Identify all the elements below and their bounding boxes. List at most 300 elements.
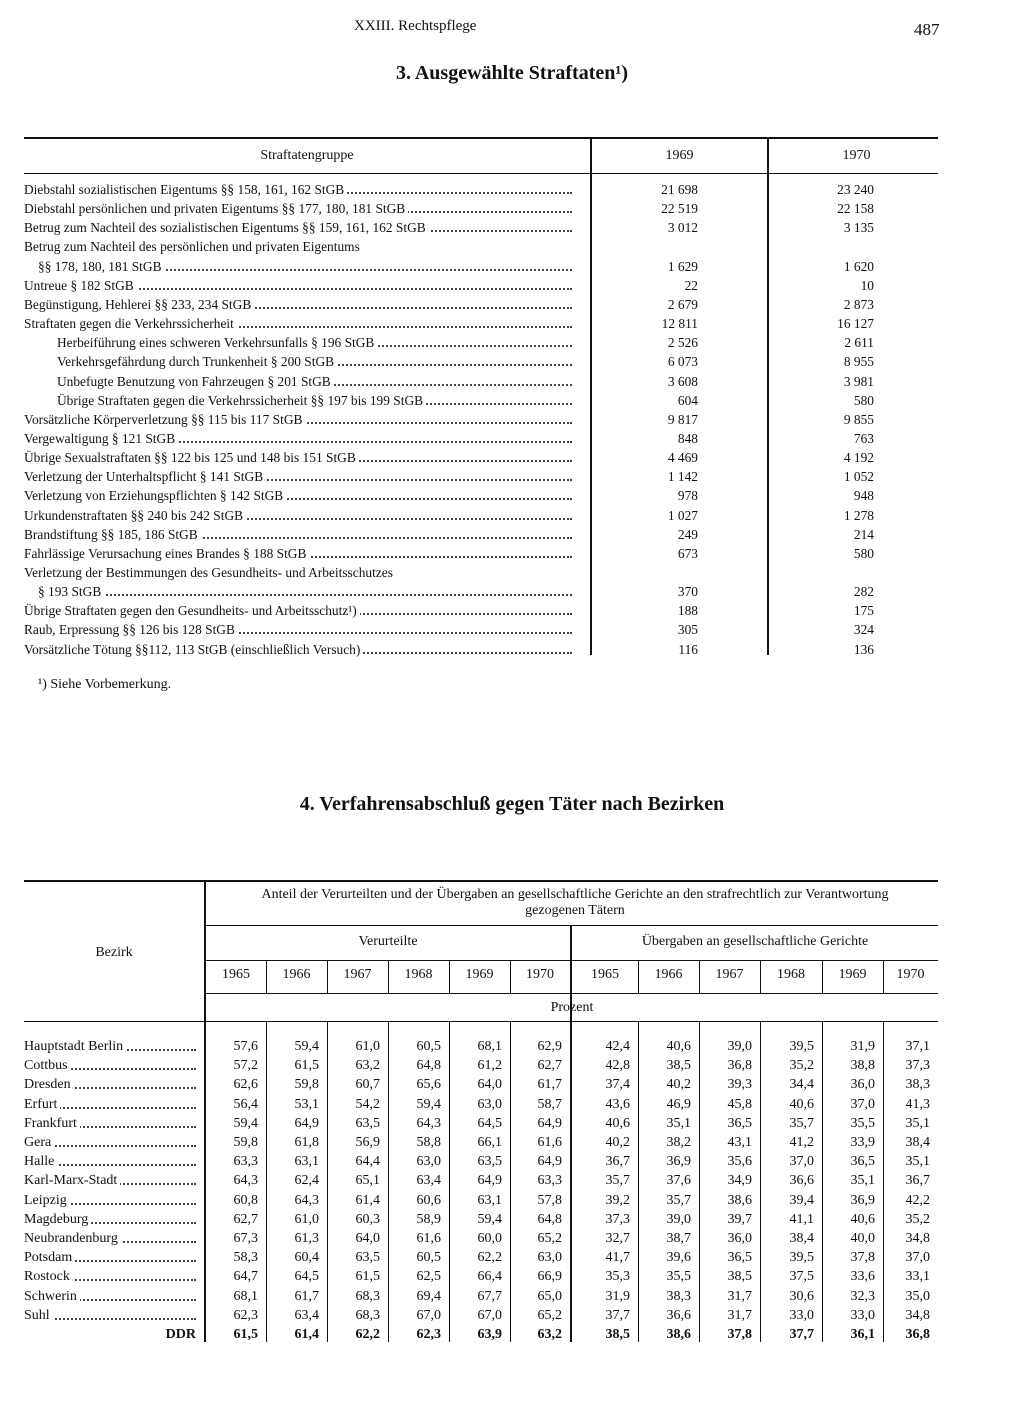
percent-cell: 38,5 — [727, 1269, 752, 1285]
value-1970: 324 — [853, 622, 874, 638]
percent-cell: 56,9 — [355, 1135, 380, 1150]
table2-title: 4. Verfahrensabschluß gegen Täter nach Bezirken — [299, 793, 725, 815]
offense-label — [24, 218, 572, 237]
value-1970: 214 — [853, 526, 874, 542]
table2-rule-4 — [206, 993, 938, 994]
percent-cell: 46,9 — [666, 1096, 691, 1112]
table1-row — [0, 506, 1024, 525]
percent-cell: 43,1 — [727, 1135, 752, 1150]
percent-cell: 61,4 — [355, 1192, 380, 1208]
bezirk-label — [24, 1325, 196, 1344]
percent-cell: 62,3 — [416, 1327, 441, 1342]
percent-cell: 64,7 — [233, 1269, 258, 1285]
percent-cell: 63,1 — [477, 1192, 502, 1208]
bezirk-label — [24, 1229, 196, 1248]
table1-row — [0, 486, 1024, 505]
percent-cell: 64,5 — [294, 1269, 319, 1285]
percent-cell: 35,2 — [789, 1058, 814, 1074]
percent-cell: 36,5 — [727, 1115, 752, 1131]
percent-cell: 64,0 — [477, 1077, 502, 1093]
offense-label — [24, 237, 572, 256]
value-1970: 3 135 — [843, 220, 874, 236]
value-1969: 305 — [677, 622, 698, 638]
value-1970: 763 — [853, 430, 874, 446]
percent-cell: 63,5 — [355, 1115, 380, 1131]
value-1969: 604 — [677, 392, 698, 408]
value-1969: 2 679 — [667, 296, 698, 312]
percent-cell: 38,4 — [905, 1135, 930, 1150]
bezirk-name: Schwerin — [24, 1289, 80, 1304]
offense-label — [24, 486, 572, 505]
percent-cell: 66,1 — [477, 1135, 502, 1150]
percent-cell: 67,7 — [477, 1288, 502, 1304]
table1-row — [0, 525, 1024, 544]
table2-row — [0, 1248, 1024, 1267]
bezirk-name: Gera — [24, 1135, 54, 1150]
bezirk-name: Frankfurt — [24, 1116, 80, 1131]
page-number: 487 — [914, 20, 940, 39]
percent-cell: 63,0 — [537, 1250, 562, 1266]
percent-cell: 31,7 — [727, 1288, 752, 1304]
value-1969: 188 — [677, 603, 698, 619]
percent-cell: 38,5 — [605, 1327, 630, 1342]
percent-cell: 65,0 — [537, 1288, 562, 1304]
offense-label — [57, 333, 572, 352]
value-1969: 6 073 — [667, 354, 698, 370]
table2-row — [0, 1267, 1024, 1286]
value-1970: 4 192 — [843, 450, 874, 466]
percent-cell: 42,4 — [605, 1039, 630, 1054]
percent-cell: 39,5 — [789, 1250, 814, 1266]
offense-label — [24, 180, 572, 199]
value-1970: 175 — [853, 603, 874, 619]
percent-cell: 36,6 — [789, 1173, 814, 1189]
percent-cell: 32,3 — [850, 1288, 875, 1304]
percent-cell: 63,4 — [294, 1307, 319, 1323]
bezirk-label — [24, 1210, 196, 1229]
offense-label-text: Vorsätzliche Körperverletzung §§ 115 bis 117 StGB — [24, 412, 305, 427]
value-1969: 1 027 — [667, 507, 698, 523]
percent-cell: 58,8 — [416, 1135, 441, 1150]
percent-cell: 38,3 — [905, 1077, 930, 1093]
col-header-1969: 1969 — [665, 148, 694, 163]
table2-row — [0, 1152, 1024, 1171]
percent-cell: 57,8 — [537, 1192, 562, 1208]
percent-cell: 35,0 — [905, 1288, 930, 1304]
value-1969: 3 608 — [667, 373, 698, 389]
percent-cell: 32,7 — [605, 1231, 630, 1246]
offense-label-text: Begünstigung, Hehlerei §§ 233, 234 StGB — [24, 297, 254, 312]
percent-cell: 64,0 — [355, 1231, 380, 1246]
percent-cell: 61,5 — [355, 1269, 380, 1285]
percent-cell: 60,8 — [233, 1192, 258, 1208]
offense-label-text: Urkundenstraftaten §§ 240 bis 242 StGB — [24, 508, 246, 523]
value-1970: 10 — [860, 277, 874, 293]
offense-label — [24, 601, 572, 620]
percent-cell: 61,7 — [294, 1288, 319, 1304]
bezirk-label — [24, 1287, 196, 1306]
percent-cell: 36,1 — [850, 1327, 875, 1342]
percent-cell: 41,2 — [789, 1135, 814, 1150]
percent-cell: 64,9 — [294, 1115, 319, 1131]
bezirk-label — [24, 1248, 196, 1267]
percent-cell: 39,0 — [727, 1039, 752, 1054]
year-header: 1966 — [282, 967, 311, 982]
bezirk-label — [24, 1056, 196, 1075]
offense-label-text: Fahrlässige Verursachung eines Brandes § 188 StGB — [24, 546, 309, 561]
table1-row — [0, 333, 1024, 352]
percent-cell: 63,0 — [477, 1096, 502, 1112]
offense-label — [24, 429, 572, 448]
table1-head-rule — [24, 173, 938, 174]
value-1970: 9 855 — [843, 411, 874, 427]
bezirk-label — [24, 1037, 196, 1056]
percent-cell: 63,3 — [233, 1154, 258, 1170]
year-header: 1968 — [777, 967, 805, 982]
percent-cell: 41,7 — [605, 1250, 630, 1266]
percent-cell: 68,3 — [355, 1288, 380, 1304]
percent-cell: 33,9 — [850, 1135, 875, 1150]
col-header-1970: 1970 — [842, 148, 871, 163]
percent-cell: 59,4 — [477, 1211, 502, 1227]
table1-row — [0, 429, 1024, 448]
percent-cell: 63,3 — [537, 1173, 562, 1189]
offense-label-text: Übrige Straftaten gegen die Verkehrssicherheit §§ 197 bis 199 StGB — [57, 393, 426, 408]
offense-label — [38, 582, 572, 601]
table1-row — [0, 640, 1024, 659]
value-1969: 116 — [678, 641, 698, 657]
offense-label — [57, 391, 572, 410]
offense-label-text: Unbefugte Benutzung von Fahrzeugen § 201 StGB — [57, 374, 334, 389]
percent-cell: 37,7 — [789, 1327, 814, 1342]
table1-row — [0, 391, 1024, 410]
percent-cell: 68,1 — [233, 1288, 258, 1304]
percent-cell: 66,4 — [477, 1269, 502, 1285]
value-1970: 16 127 — [837, 316, 874, 332]
bezirk-label — [24, 1095, 196, 1114]
percent-cell: 63,4 — [416, 1173, 441, 1189]
value-1970: 580 — [853, 545, 874, 561]
value-1969: 22 — [684, 277, 698, 293]
percent-cell: 40,6 — [605, 1115, 630, 1131]
percent-cell: 63,0 — [416, 1154, 441, 1170]
bezirk-name: Halle — [24, 1154, 57, 1169]
table2-row — [0, 1037, 1024, 1056]
value-1970: 1 052 — [843, 469, 874, 485]
offense-label-text: Diebstahl sozialistischen Eigentums §§ 158, 161, 162 StGB — [24, 182, 347, 197]
offense-label-text: Raub, Erpressung §§ 126 bis 128 StGB — [24, 622, 238, 637]
offense-label — [24, 295, 572, 314]
percent-cell: 60,3 — [355, 1211, 380, 1227]
percent-cell: 64,5 — [477, 1115, 502, 1131]
value-1969: 2 526 — [667, 335, 698, 351]
group-header-uebergaben: Übergaben an gesellschaftliche Gerichte — [641, 934, 869, 949]
table2-rule-2 — [206, 925, 938, 926]
footnote: ¹) Siehe Vorbemerkung. — [38, 677, 172, 692]
percent-cell: 38,5 — [666, 1058, 691, 1074]
percent-cell: 64,8 — [537, 1211, 562, 1227]
bezirk-name: Magdeburg — [24, 1212, 91, 1227]
percent-cell: 64,9 — [477, 1173, 502, 1189]
table1-row — [0, 314, 1024, 333]
percent-cell: 45,8 — [727, 1096, 752, 1112]
percent-cell: 37,6 — [666, 1173, 691, 1189]
table1-row — [0, 467, 1024, 486]
percent-cell: 39,5 — [789, 1039, 814, 1054]
percent-cell: 60,7 — [355, 1077, 380, 1093]
percent-cell: 38,6 — [666, 1327, 691, 1342]
offense-label-text: Diebstahl persönlichen und privaten Eigentums §§ 177, 180, 181 StGB — [24, 201, 408, 216]
table1-row — [0, 276, 1024, 295]
table1-row — [0, 601, 1024, 620]
value-1969: 9 817 — [667, 411, 698, 427]
percent-cell: 35,7 — [605, 1173, 630, 1189]
offense-label-text: §§ 178, 180, 181 StGB — [38, 259, 165, 274]
percent-cell: 63,1 — [294, 1154, 319, 1170]
percent-cell: 61,5 — [294, 1058, 319, 1074]
percent-cell: 59,4 — [294, 1039, 319, 1054]
percent-cell: 62,2 — [355, 1327, 380, 1342]
percent-cell: 62,2 — [477, 1250, 502, 1266]
percent-cell: 58,3 — [233, 1250, 258, 1266]
table2-row — [0, 1056, 1024, 1075]
percent-cell: 36,0 — [850, 1077, 875, 1093]
percent-cell: 39,0 — [666, 1211, 691, 1227]
table2-top-header: Anteil der Verurteilten und der Übergaben an gesellschaftliche Gerichte an den strafrechtlich zur Verantwortung gezogenen Tätern — [261, 887, 889, 918]
percent-cell: 43,6 — [605, 1096, 630, 1112]
year-header: 1965 — [591, 967, 619, 982]
value-1969: 12 811 — [661, 316, 698, 332]
bezirk-name: Leipzig — [24, 1193, 70, 1208]
percent-cell: 33,1 — [905, 1269, 930, 1285]
percent-cell: 67,0 — [416, 1307, 441, 1323]
table1-row — [0, 620, 1024, 639]
year-header: 1965 — [222, 967, 250, 982]
table1-row — [0, 582, 1024, 601]
percent-cell: 37,3 — [905, 1058, 930, 1074]
percent-cell: 35,1 — [666, 1115, 691, 1131]
percent-cell: 61,3 — [294, 1231, 319, 1246]
offense-label — [24, 640, 572, 659]
percent-cell: 35,5 — [666, 1269, 691, 1285]
bezirk-name: Hauptstadt Berlin — [24, 1039, 126, 1054]
percent-cell: 40,2 — [666, 1077, 691, 1093]
offense-label — [24, 410, 572, 429]
percent-cell: 39,6 — [666, 1250, 691, 1266]
offense-label-text: Vorsätzliche Tötung §§112, 113 StGB (einschließlich Versuch) — [24, 642, 363, 657]
percent-cell: 33,0 — [789, 1307, 814, 1323]
percent-cell: 59,4 — [416, 1096, 441, 1112]
offense-label — [24, 467, 572, 486]
value-1970: 23 240 — [837, 182, 874, 197]
year-header: 1966 — [654, 967, 683, 982]
bezirk-name: Dresden — [24, 1077, 74, 1092]
percent-cell: 39,2 — [605, 1192, 630, 1208]
percent-cell: 65,1 — [355, 1173, 380, 1189]
value-1970: 948 — [853, 488, 874, 504]
percent-cell: 36,7 — [605, 1154, 630, 1170]
percent-cell: 63,9 — [477, 1327, 502, 1342]
percent-cell: 33,0 — [850, 1307, 875, 1323]
year-header: 1969 — [838, 967, 867, 982]
table1-row — [0, 257, 1024, 276]
bezirk-label — [24, 1191, 196, 1210]
value-1970: 580 — [853, 392, 874, 408]
percent-cell: 58,7 — [537, 1096, 562, 1112]
bezirk-name: Cottbus — [24, 1058, 71, 1073]
value-1970: 3 981 — [843, 373, 874, 389]
offense-label-text: Brandstiftung §§ 185, 186 StGB — [24, 527, 201, 542]
percent-cell: 35,2 — [905, 1211, 930, 1227]
table1-row — [0, 199, 1024, 218]
percent-cell: 41,1 — [789, 1211, 814, 1227]
percent-cell: 59,4 — [233, 1115, 258, 1131]
percent-cell: 61,7 — [537, 1077, 562, 1093]
percent-cell: 40,6 — [789, 1096, 814, 1112]
value-1969: 1 142 — [667, 469, 698, 485]
percent-cell: 38,7 — [666, 1231, 691, 1246]
percent-cell: 61,8 — [294, 1135, 319, 1150]
table2-row — [0, 1171, 1024, 1190]
value-1970: 2 611 — [844, 335, 874, 351]
bezirk-name: DDR — [165, 1327, 196, 1342]
percent-cell: 37,0 — [850, 1096, 875, 1112]
percent-cell: 42,2 — [905, 1192, 930, 1208]
percent-cell: 64,9 — [537, 1154, 562, 1170]
table2-row — [0, 1095, 1024, 1114]
table1-top-rule — [24, 137, 938, 139]
table1-row — [0, 544, 1024, 563]
percent-cell: 59,8 — [294, 1077, 319, 1093]
offense-label-text: Betrug zum Nachteil des persönlichen und privaten Eigentums — [24, 239, 363, 254]
bezirk-name: Rostock — [24, 1269, 73, 1284]
percent-cell: 64,3 — [416, 1115, 441, 1131]
table1-row — [0, 563, 1024, 582]
offense-label-text: Herbeiführung eines schweren Verkehrsunfalls § 196 StGB — [57, 335, 377, 350]
percent-cell: 54,2 — [355, 1096, 380, 1112]
value-1969: 673 — [677, 545, 698, 561]
percent-cell: 31,7 — [727, 1307, 752, 1323]
percent-cell: 53,1 — [294, 1096, 319, 1112]
percent-cell: 35,6 — [727, 1154, 752, 1170]
value-1970: 22 158 — [837, 201, 874, 217]
percent-cell: 61,2 — [477, 1058, 502, 1074]
offense-label-text: Betrug zum Nachteil des sozialistischen Eigentums §§ 159, 161, 162 StGB — [24, 220, 429, 235]
percent-cell: 37,8 — [727, 1327, 752, 1342]
offense-label — [24, 544, 572, 563]
percent-cell: 60,6 — [416, 1192, 441, 1208]
year-header: 1967 — [715, 967, 744, 982]
percent-cell: 57,6 — [233, 1039, 258, 1054]
percent-cell: 67,0 — [477, 1307, 502, 1323]
year-header: 1967 — [343, 967, 372, 982]
percent-cell: 64,9 — [537, 1115, 562, 1131]
percent-cell: 37,3 — [605, 1211, 630, 1227]
offense-label-text: Untreue § 182 StGB — [24, 278, 137, 293]
table1-row — [0, 295, 1024, 314]
percent-cell: 38,8 — [850, 1058, 875, 1074]
percent-cell: 36,8 — [727, 1058, 752, 1074]
percent-cell: 34,4 — [789, 1077, 814, 1093]
percent-cell: 60,4 — [294, 1250, 319, 1266]
percent-cell: 39,4 — [789, 1192, 814, 1208]
percent-cell: 36,6 — [666, 1307, 691, 1323]
year-header: 1970 — [526, 967, 554, 982]
value-1969: 848 — [677, 430, 698, 446]
offense-label — [24, 276, 572, 295]
table2-row — [0, 1114, 1024, 1133]
table2-row — [0, 1229, 1024, 1248]
year-header: 1968 — [404, 967, 433, 982]
percent-cell: 35,1 — [850, 1173, 875, 1189]
percent-cell: 58,9 — [416, 1211, 441, 1227]
leader-dots — [38, 594, 572, 596]
col-header-straftatengruppe: Straftatengruppe — [260, 148, 354, 163]
percent-cell: 63,2 — [355, 1058, 380, 1074]
percent-cell: 61,6 — [416, 1231, 441, 1246]
value-1970: 1 278 — [843, 507, 874, 523]
offense-label-text: Verletzung der Bestimmungen des Gesundheits- und Arbeitsschutzes — [24, 565, 396, 580]
value-1970: 2 873 — [843, 296, 874, 312]
percent-cell: 38,6 — [727, 1192, 752, 1208]
table2-row — [0, 1210, 1024, 1229]
percent-cell: 35,1 — [905, 1154, 930, 1170]
percent-cell: 35,7 — [789, 1115, 814, 1131]
table2-row — [0, 1133, 1024, 1152]
percent-cell: 40,6 — [850, 1211, 875, 1227]
percent-cell: 68,3 — [355, 1307, 380, 1323]
percent-cell: 62,7 — [537, 1058, 562, 1074]
table2-row — [0, 1306, 1024, 1325]
value-1969: 22 519 — [661, 201, 698, 217]
percent-cell: 31,9 — [850, 1039, 875, 1054]
percent-cell: 36,9 — [666, 1154, 691, 1170]
table2-row — [0, 1075, 1024, 1094]
percent-cell: 61,0 — [294, 1211, 319, 1227]
percent-cell: 35,1 — [905, 1115, 930, 1131]
percent-cell: 37,0 — [905, 1250, 930, 1266]
running-header-section: XXIII. Rechtspflege — [354, 18, 477, 34]
value-1969: 4 469 — [667, 450, 698, 466]
table1-row — [0, 410, 1024, 429]
offense-label — [24, 314, 572, 333]
bezirk-label — [24, 1306, 196, 1325]
percent-cell: 61,4 — [294, 1327, 319, 1342]
offense-label-text: Straftaten gegen die Verkehrssicherheit — [24, 316, 237, 331]
percent-cell: 36,5 — [727, 1250, 752, 1266]
offense-label-text: Vergewaltigung § 121 StGB — [24, 431, 178, 446]
percent-cell: 59,8 — [233, 1135, 258, 1150]
percent-cell: 69,4 — [416, 1288, 441, 1304]
percent-cell: 36,8 — [905, 1327, 930, 1342]
table1-title: 3. Ausgewählte Straftaten¹) — [395, 62, 629, 84]
offense-label — [24, 563, 572, 582]
percent-cell: 64,3 — [294, 1192, 319, 1208]
table2-row — [0, 1287, 1024, 1306]
percent-cell: 31,9 — [605, 1288, 630, 1304]
percent-cell: 37,4 — [605, 1077, 630, 1093]
value-1970: 136 — [853, 641, 874, 657]
offense-label — [38, 257, 572, 276]
offense-label — [57, 372, 572, 391]
offense-label-text: Übrige Straftaten gegen den Gesundheits- und Arbeitsschutz¹) — [24, 603, 360, 618]
percent-cell: 60,5 — [416, 1039, 441, 1054]
percent-cell: 56,4 — [233, 1096, 258, 1112]
value-1969: 249 — [677, 526, 698, 542]
year-header: 1969 — [465, 967, 494, 982]
unit-label-prozent: Prozent — [550, 1000, 594, 1015]
offense-label — [24, 525, 572, 544]
